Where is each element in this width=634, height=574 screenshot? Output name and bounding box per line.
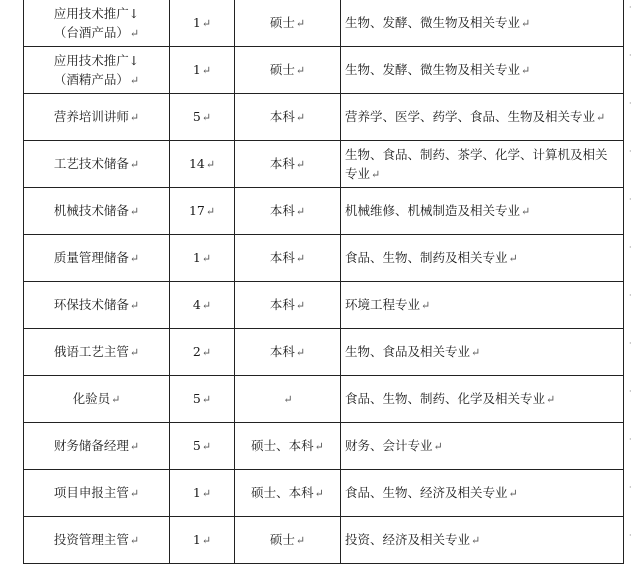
position-line: [28, 530, 165, 550]
paragraph-mark-icon: ↵: [295, 346, 306, 359]
table-row: [24, 376, 624, 423]
paragraph-mark-icon: ↵: [283, 393, 293, 406]
paragraph-mark-icon: ↵: [129, 111, 140, 124]
headcount-cell: [170, 376, 235, 423]
cell-text: 化验员: [72, 391, 111, 406]
position-line: [28, 201, 165, 221]
paragraph-mark-icon: ↵: [521, 205, 531, 218]
major-cell: [341, 329, 624, 376]
cell-text: 财务储备经理: [53, 438, 129, 453]
major-cell: [341, 235, 624, 282]
paragraph-mark-icon: ↵: [421, 299, 431, 312]
table-row: [24, 470, 624, 517]
cell-text: 1: [192, 62, 201, 77]
cell-text: 本科: [269, 109, 295, 124]
position-line: [28, 389, 165, 409]
paragraph-mark-icon: ↵: [129, 73, 140, 87]
cell-text: 5: [192, 109, 201, 124]
margin-mark-icon: ·: [629, 195, 632, 204]
cell-text: 2: [192, 344, 201, 359]
table-row: [24, 423, 624, 470]
position-line: [28, 23, 165, 43]
headcount-cell: [170, 470, 235, 517]
major-cell: [341, 423, 624, 470]
cell-text: 硕士、本科: [251, 438, 314, 453]
paragraph-mark-icon: ↵: [295, 252, 306, 265]
headcount-cell: [170, 141, 235, 188]
paragraph-mark-icon: ↵: [129, 534, 140, 547]
cell-text: 5: [192, 391, 201, 406]
paragraph-mark-icon: ↵: [433, 440, 443, 453]
paragraph-mark-icon: ↵: [201, 534, 212, 547]
position-line: 应用技术推广↓: [53, 52, 140, 68]
cell-text: 食品、生物、制药、化学及相关专业: [345, 391, 546, 406]
cell-text: 项目申报主管: [53, 485, 129, 500]
major-cell: [341, 282, 624, 329]
table-row: [24, 141, 624, 188]
paragraph-mark-icon: ↵: [129, 487, 140, 500]
paragraph-mark-icon: ↵: [205, 158, 216, 171]
paragraph-mark-icon: ↵: [129, 346, 140, 359]
headcount-cell: [170, 329, 235, 376]
paragraph-mark-icon: ↵: [314, 440, 324, 453]
cell-text: 环境工程专业: [345, 297, 421, 312]
cell-text: 硕士: [269, 15, 295, 30]
paragraph-mark-icon: ↵: [201, 17, 212, 30]
position-cell: [24, 517, 170, 564]
cell-text: （台酒产品）: [53, 24, 129, 40]
position-line: [28, 483, 165, 503]
cell-text: 机械维修、机械制造及相关专业: [345, 203, 521, 218]
margin-mark-icon: ·: [629, 291, 632, 300]
paragraph-mark-icon: ↵: [371, 167, 381, 181]
paragraph-mark-icon: ↵: [596, 111, 606, 124]
margin-mark-icon: ·: [629, 339, 632, 348]
cell-text: 营养学、医学、药学、食品、生物及相关专业: [345, 109, 596, 124]
position-line: [28, 107, 165, 127]
cell-text: 本科: [269, 297, 295, 312]
margin-mark-icon: ·: [629, 435, 632, 444]
margin-mark-icon: ·: [629, 147, 632, 156]
paragraph-mark-icon: ↵: [295, 534, 306, 547]
cell-text: 财务、会计专业: [345, 438, 433, 453]
cell-text: 本科: [269, 250, 295, 265]
position-cell: [24, 94, 170, 141]
paragraph-mark-icon: ↵: [546, 393, 556, 406]
headcount-cell: [170, 94, 235, 141]
position-line: [28, 154, 165, 174]
headcount-cell: [170, 423, 235, 470]
position-cell: [24, 235, 170, 282]
position-cell: [24, 0, 170, 47]
major-cell: [341, 141, 624, 188]
cell-text: 营养培训讲师: [53, 109, 129, 124]
cell-text: 投资管理主管: [53, 532, 129, 547]
paragraph-mark-icon: ↵: [129, 299, 140, 312]
paragraph-mark-icon: ↵: [111, 393, 121, 406]
position-cell: [24, 423, 170, 470]
cell-text: 14: [188, 156, 205, 171]
headcount-cell: [170, 235, 235, 282]
paragraph-mark-icon: ↵: [205, 205, 216, 218]
cell-text: 硕士: [269, 62, 295, 77]
cell-text: 4: [192, 297, 201, 312]
cell-text: 1: [192, 532, 201, 547]
position-line: [28, 295, 165, 315]
margin-mark-icon: ·: [629, 99, 632, 108]
margin-mark-icon: ·: [629, 243, 632, 252]
paragraph-mark-icon: ↵: [295, 64, 306, 77]
position-cell: [24, 141, 170, 188]
cell-text: 俄语工艺主管: [53, 344, 129, 359]
degree-cell: [235, 47, 341, 94]
paragraph-mark-icon: ↵: [129, 440, 140, 453]
cell-text: 1: [192, 15, 201, 30]
degree-cell: [235, 423, 341, 470]
cell-text: 生物、发酵、微生物及相关专业: [345, 62, 521, 77]
cell-text: 本科: [269, 203, 295, 218]
table-row: [24, 94, 624, 141]
cell-text: 硕士、本科: [251, 485, 314, 500]
headcount-cell: [170, 0, 235, 47]
paragraph-mark-icon: ↵: [521, 64, 531, 77]
paragraph-mark-icon: ↵: [201, 393, 212, 406]
paragraph-mark-icon: ↵: [508, 252, 518, 265]
cell-text: 本科: [269, 156, 295, 171]
degree-cell: [235, 235, 341, 282]
cell-text: 17: [188, 203, 205, 218]
margin-mark-icon: ·: [629, 531, 632, 540]
position-cell: [24, 329, 170, 376]
table-row: [24, 235, 624, 282]
paragraph-mark-icon: ↵: [201, 487, 212, 500]
cell-text: 1: [192, 485, 201, 500]
table-row: [24, 0, 624, 47]
paragraph-mark-icon: ↵: [295, 205, 306, 218]
degree-cell: [235, 470, 341, 517]
table-row: [24, 282, 624, 329]
headcount-cell: [170, 47, 235, 94]
paragraph-mark-icon: ↵: [471, 346, 481, 359]
paragraph-mark-icon: ↵: [201, 111, 212, 124]
cell-text: 本科: [269, 344, 295, 359]
position-cell: [24, 376, 170, 423]
cell-text: 环保技术储备: [53, 297, 129, 312]
position-line: 应用技术推广↓: [53, 5, 140, 21]
paragraph-mark-icon: ↵: [129, 205, 140, 218]
paragraph-mark-icon: ↵: [129, 26, 140, 40]
degree-cell: [235, 517, 341, 564]
cell-text: 生物、食品、制药、茶学、化学、计算机及相关专业: [345, 146, 608, 181]
paragraph-mark-icon: ↵: [295, 158, 306, 171]
position-line: [28, 248, 165, 268]
headcount-cell: [170, 188, 235, 235]
cell-text: 工艺技术储备: [53, 156, 129, 171]
degree-cell: [235, 0, 341, 47]
cell-text: 硕士: [269, 532, 295, 547]
position-cell: [24, 282, 170, 329]
position-line: [28, 70, 165, 90]
paragraph-mark-icon: ↵: [201, 440, 212, 453]
degree-cell: [235, 282, 341, 329]
position-line: [28, 436, 165, 456]
paragraph-mark-icon: ↵: [521, 17, 531, 30]
major-cell: [341, 517, 624, 564]
cell-text: 生物、发酵、微生物及相关专业: [345, 15, 521, 30]
cell-text: 投资、经济及相关专业: [345, 532, 471, 547]
margin-mark-icon: ·: [629, 3, 632, 12]
cell-text: 质量管理储备: [53, 250, 129, 265]
degree-cell: [235, 94, 341, 141]
paragraph-mark-icon: ↵: [295, 111, 306, 124]
major-cell: [341, 94, 624, 141]
headcount-cell: [170, 282, 235, 329]
margin-mark-icon: ·: [629, 483, 632, 492]
paragraph-mark-icon: ↵: [201, 346, 212, 359]
position-cell: [24, 470, 170, 517]
table-row: [24, 517, 624, 564]
headcount-cell: [170, 517, 235, 564]
table-row: [24, 47, 624, 94]
major-cell: [341, 376, 624, 423]
paragraph-mark-icon: ↵: [314, 487, 324, 500]
degree-cell: [235, 376, 341, 423]
cell-text: 食品、生物、经济及相关专业: [345, 485, 508, 500]
major-cell: [341, 0, 624, 47]
cell-text: 5: [192, 438, 201, 453]
paragraph-mark-icon: ↵: [201, 299, 212, 312]
cell-text: 1: [192, 250, 201, 265]
position-line: [28, 342, 165, 362]
major-cell: [341, 470, 624, 517]
cell-text: （酒精产品）: [53, 71, 129, 87]
paragraph-mark-icon: ↵: [201, 252, 212, 265]
recruitment-table: [23, 0, 624, 564]
margin-mark-icon: ·: [629, 387, 632, 396]
position-cell: [24, 47, 170, 94]
paragraph-mark-icon: ↵: [471, 534, 481, 547]
degree-cell: [235, 188, 341, 235]
degree-cell: [235, 141, 341, 188]
paragraph-mark-icon: ↵: [508, 487, 518, 500]
paragraph-mark-icon: ↵: [129, 158, 140, 171]
paragraph-mark-icon: ↵: [129, 252, 140, 265]
major-cell: [341, 188, 624, 235]
degree-cell: [235, 329, 341, 376]
table-body: [24, 0, 624, 564]
paragraph-mark-icon: ↵: [295, 17, 306, 30]
margin-mark-icon: ·: [629, 51, 632, 60]
position-cell: [24, 188, 170, 235]
table-row: [24, 188, 624, 235]
paragraph-mark-icon: ↵: [201, 64, 212, 77]
cell-text: 食品、生物、制药及相关专业: [345, 250, 508, 265]
cell-text: 生物、食品及相关专业: [345, 344, 471, 359]
major-cell: [341, 47, 624, 94]
paragraph-mark-icon: ↵: [295, 299, 306, 312]
cell-text: 机械技术储备: [53, 203, 129, 218]
table-row: [24, 329, 624, 376]
